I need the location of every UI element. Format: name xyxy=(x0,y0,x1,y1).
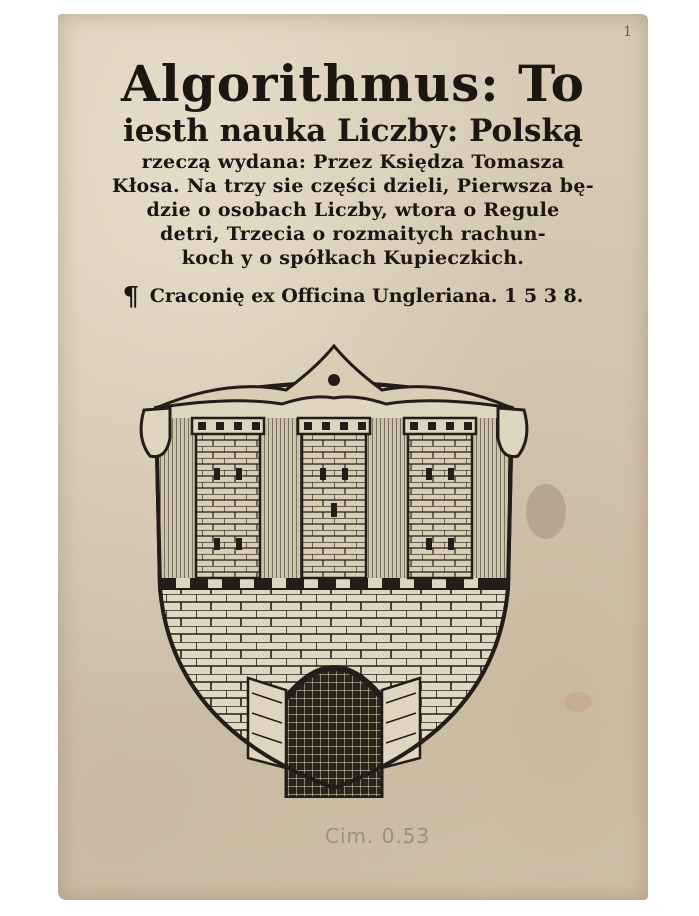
ink-stain xyxy=(526,484,566,539)
red-stain xyxy=(564,692,592,712)
pilcrow-mark: ¶ xyxy=(122,282,140,312)
body-line-5: koch y o spółkach Kupieczkich. xyxy=(181,247,525,269)
imprint-line xyxy=(58,282,648,312)
imprint-text: Craconię ex Officina Ungleriana. xyxy=(149,285,498,307)
body-line-2: Kłosa. Na trzy sie części dzieli, Pierwsza bę- xyxy=(112,175,594,197)
title-line-2: iesth nauka Liczby: Polską xyxy=(122,113,584,149)
folio-mark: 1 xyxy=(623,24,632,40)
shelfmark-label: Cim. 0.53 xyxy=(325,824,431,848)
castle-gate-three-towers-icon xyxy=(136,338,532,798)
body-line-4: detri, Trzecia o rozmaitych rachun- xyxy=(160,223,546,245)
main-title: Algorithmus: To xyxy=(121,54,585,113)
title-block xyxy=(58,56,648,328)
body-line-1: rzeczą wydana: Przez Księdza Tomasza xyxy=(141,151,565,173)
imprint-year: 1 5 3 8. xyxy=(504,285,584,307)
title-page xyxy=(58,14,648,900)
body-line-3: dzie o osobach Liczby, wtora o Regule xyxy=(146,199,560,221)
